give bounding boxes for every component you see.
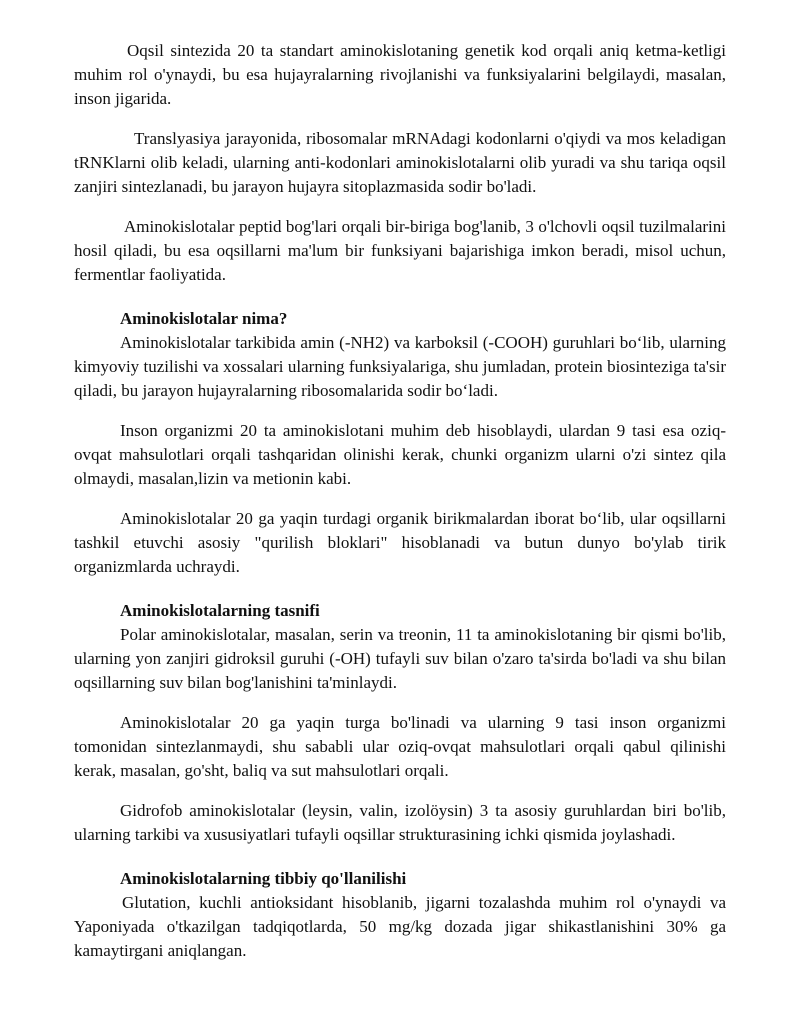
paragraph-building-blocks: Aminokislotalar 20 ga yaqin turdagi organik birikmalardan iborat bo‘lib, ular oqsillarni tashkil etuvchi asosiy "qurilish bloklari" hisoblanadi va butun dunyo bo'ylab tirik organizmlarda uchraydi. xyxy=(74,509,726,576)
heading-classification: Aminokislotalarning tasnifi xyxy=(120,601,320,620)
document-page xyxy=(74,39,726,963)
paragraph-amino-groups: Aminokislotalar tarkibida amin (-NH2) va karboksil (-COOH) guruhlari bo‘lib, ularning kimyoviy tuzilishi va xossalari ularning funksiyalariga, shu jumladan, protein biosinteziga ta'sir qiladi, bu jarayon hujayralarning ribosomalarida sodir bo‘ladi. xyxy=(74,333,726,400)
paragraph-translation: Translyasiya jarayonida, ribosomalar mRNAdagi kodonlarni o'qiydi va mos keladigan tRNKlarni olib keladi, ularning anti-kodonlari aminokislotalarni olib yuradi va shu tariqa oqsil zanjiri sintezlanadi, bu jarayon hujayra sitoplazmasida sodir bo'ladi. xyxy=(74,129,726,196)
paragraph-polar-amino-acids: Polar aminokislotalar, masalan, serin va treonin, 11 ta aminokislotaning bir qismi bo'lib, ularning yon zanjiri gidroksil guruhi (-OH) tufayli suv bilan o'zaro ta'sirda bo'ladi va shu bilan oqsillarning suv bilan bog'lanishini ta'minlaydi. xyxy=(74,625,726,692)
paragraph-amino-acid-types: Aminokislotalar 20 ga yaqin turga bo'linadi va ularning 9 tasi inson organizmi tomonidan sintezlanmaydi, shu sababli ular oziq-ovqat mahsulotlari orqali qabul qilinishi kerak, masalan, go'sht, baliq va sut mahsulotlari orqali. xyxy=(74,713,726,780)
heading-what-are-amino-acids: Aminokislotalar nima? xyxy=(120,309,288,328)
paragraph-protein-synthesis: Oqsil sintezida 20 ta standart aminokislotaning genetik kod orqali aniq ketma-ketligi muhim rol o'ynaydi, bu esa hujayralarning rivojlanishi va funksiyalarini belgilaydi, masalan, inson jigarida. xyxy=(74,41,726,108)
paragraph-hydrophobic-amino-acids: Gidrofob aminokislotalar (leysin, valin, izolöysin) 3 ta asosiy guruhlardan biri bo'lib, ularning tarkibi va xususiyatlari tufayli oqsillar strukturasining ichki qismida joylashadi. xyxy=(74,801,726,844)
paragraph-peptide-bonds: Aminokislotalar peptid bog'lari orqali bir-biriga bog'lanib, 3 o'lchovli oqsil tuzilmalarini hosil qiladi, bu esa oqsillarni ma'lum bir funksiyani bajarishiga imkon beradi, misol uchun, fermentlar faoliyatida. xyxy=(74,217,726,284)
paragraph-glutathione: Glutation, kuchli antioksidant hisoblanib, jigarni tozalashda muhim rol o'ynaydi va Yaponiyada o'tkazilgan tadqiqotlarda, 50 mg/kg dozada jigar shikastlanishini 30% ga kamaytirgani aniqlangan. xyxy=(74,893,726,960)
heading-medical-use: Aminokislotalarning tibbiy qo'llanilishi xyxy=(120,869,407,888)
paragraph-essential-amino-acids: Inson organizmi 20 ta aminokislotani muhim deb hisoblaydi, ulardan 9 tasi esa oziq-ovqat mahsulotlari orqali tashqaridan olinishi kerak, chunki organizm ularni o'zi sintez qila olmaydi, masalan,lizin va metionin kabi. xyxy=(74,421,726,488)
